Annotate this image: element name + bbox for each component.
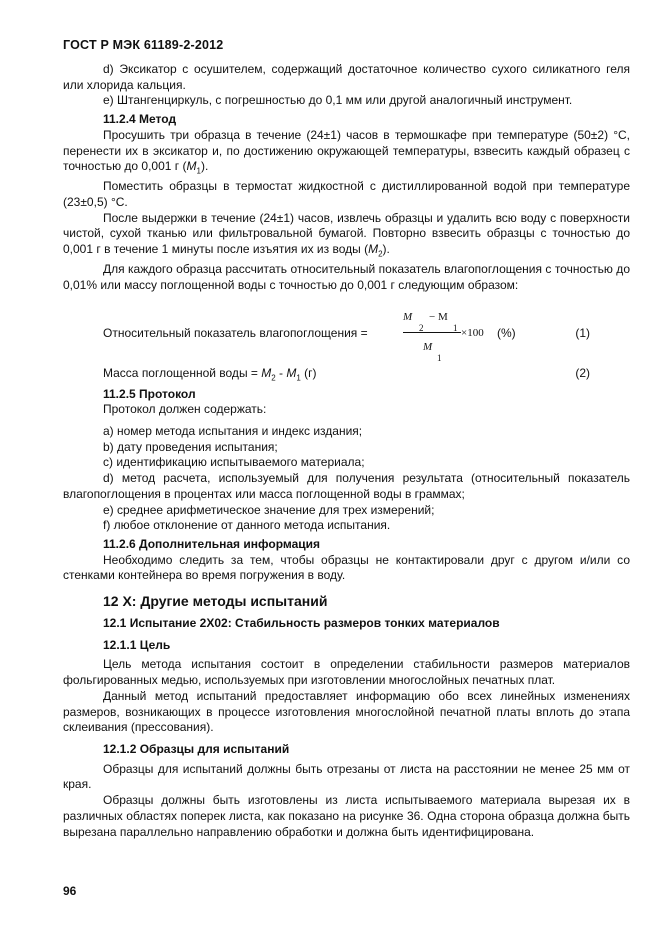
numerator-m2: M — [403, 310, 413, 323]
formula-2-number: (2) — [575, 365, 590, 380]
additional-info-paragraph: Необходимо следить за тем, чтобы образцы не контактировали друг с другом и/или со стенками контейнера во время погружения в воду. — [63, 552, 630, 583]
formula-1-number: (1) — [575, 325, 590, 340]
numerator-sub-1: 1 — [453, 322, 458, 333]
section-12-1-title: 12.1 Испытание 2X02: Стабильность размеров тонких материалов — [103, 616, 500, 631]
method-paragraph-1: Просушить три образца в течение (24±1) часов в термошкафе при температуре (50±2) °С, перенести их в эксикатор и, по достижению окружающей температуры, взвесить каждый образец с точностью до 0,001 г $(M_1)$. — [63, 127, 630, 176]
formula-1-fraction — [403, 304, 503, 364]
section-12-1-2-title: 12.1.2 Образцы для испытаний — [103, 741, 290, 756]
specimens-paragraph-2: Образцы должны быть изготовлены из листа испытываемого материала вырезая их в различных областях поперек листа, как показано на рисунке 36. Одна сторона образца должна быть вырезана параллельно направлению обработки и должна быть идентифицирована. — [63, 793, 630, 839]
section-11-2-6-title: 11.2.6 Дополнительная информация — [103, 536, 321, 551]
numerator-sub-2: 2 — [419, 322, 424, 333]
fraction-line — [403, 332, 461, 333]
section-12-1-1-title: 12.1.1 Цель — [103, 637, 171, 652]
formula-2 — [63, 366, 630, 384]
method-paragraph-4: Для каждого образца рассчитать относительный показатель влагопоглощения с точностью до 0,01% или массу поглощенной воды с точностью до 0,001 г следующим образом: — [63, 262, 630, 292]
item-caliper: e) Штангенциркуль, с погрешностью до 0,1 мм или другой аналогичный инструмент. — [103, 93, 573, 108]
protocol-item-e: e) среднее арифметическое значение для трех измерений; — [103, 502, 435, 517]
purpose-paragraph-1: Цель метода испытания состоит в определении стабильности размеров материалов фольгированных медью, используемых при изготовлении многослойных печатных плат. — [63, 657, 630, 688]
method-paragraph-2: Поместить образцы в термостат жидкостной с дистиллированной водой при температуре (23±0,5) °С. — [63, 179, 630, 210]
formula-1-label: Относительный показатель влагопоглощения = — [103, 325, 368, 340]
purpose-paragraph-2: Данный метод испытаний предоставляет информацию обо всех линейных изменениях размеров, возникающих в процессе изготовления многослойной печатной платы вплоть до этапа склеивания (прессования). — [63, 688, 630, 735]
protocol-item-d: d) метод расчета, используемый для получения результата (относительный показатель влагопоглощения в процентах или масса поглощенной воды в граммах; — [63, 471, 630, 501]
page-number: 96 — [63, 884, 77, 898]
protocol-intro: Протокол должен содержать: — [103, 402, 267, 417]
formula-2-text: Масса поглощенной воды = $M_2 - M_1$ (г) — [103, 365, 317, 383]
protocol-item-b: b) дату проведения испытания; — [103, 439, 278, 454]
formula-1-unit: (%) — [497, 325, 516, 340]
document-header: ГОСТ Р МЭК 61189-2-2012 — [63, 38, 224, 52]
document-body — [63, 62, 630, 840]
denominator-m1: M — [423, 340, 433, 353]
section-11-2-5-title: 11.2.5 Протокол — [103, 386, 196, 401]
numerator-minus-m1: − M — [429, 310, 448, 323]
formula-1 — [63, 304, 630, 364]
section-11-2-4-title: 11.2.4 Метод — [103, 112, 177, 127]
method-paragraph-3: После выдержки в течение (24±1) часов, извлечь образцы и удалить всю воду с поверхности чистой, сухой тканью или фильтровальной бумагой. Повторно взвесить образцы с точностью до 0,001 г в течение 1 минуты после изъятия их из воды $(M_2)$. — [63, 210, 630, 259]
denominator-sub-1: 1 — [437, 352, 442, 363]
times-hundred: ×100 — [461, 326, 484, 339]
protocol-item-a: a) номер метода испытания и индекс издания; — [103, 424, 363, 439]
protocol-item-f: f) любое отклонение от данного метода испытания. — [103, 518, 391, 533]
protocol-item-c: c) идентификацию испытываемого материала; — [103, 455, 365, 470]
item-desiccator: d) Эксикатор с осушителем, содержащий достаточное количество сухого силикатного геля или хлорида кальция. — [63, 62, 630, 92]
section-12-title: 12 X: Другие методы испытаний — [103, 593, 328, 610]
specimens-paragraph-1: Образцы для испытаний должны быть отрезаны от листа на расстоянии не менее 25 мм от края. — [63, 761, 630, 792]
